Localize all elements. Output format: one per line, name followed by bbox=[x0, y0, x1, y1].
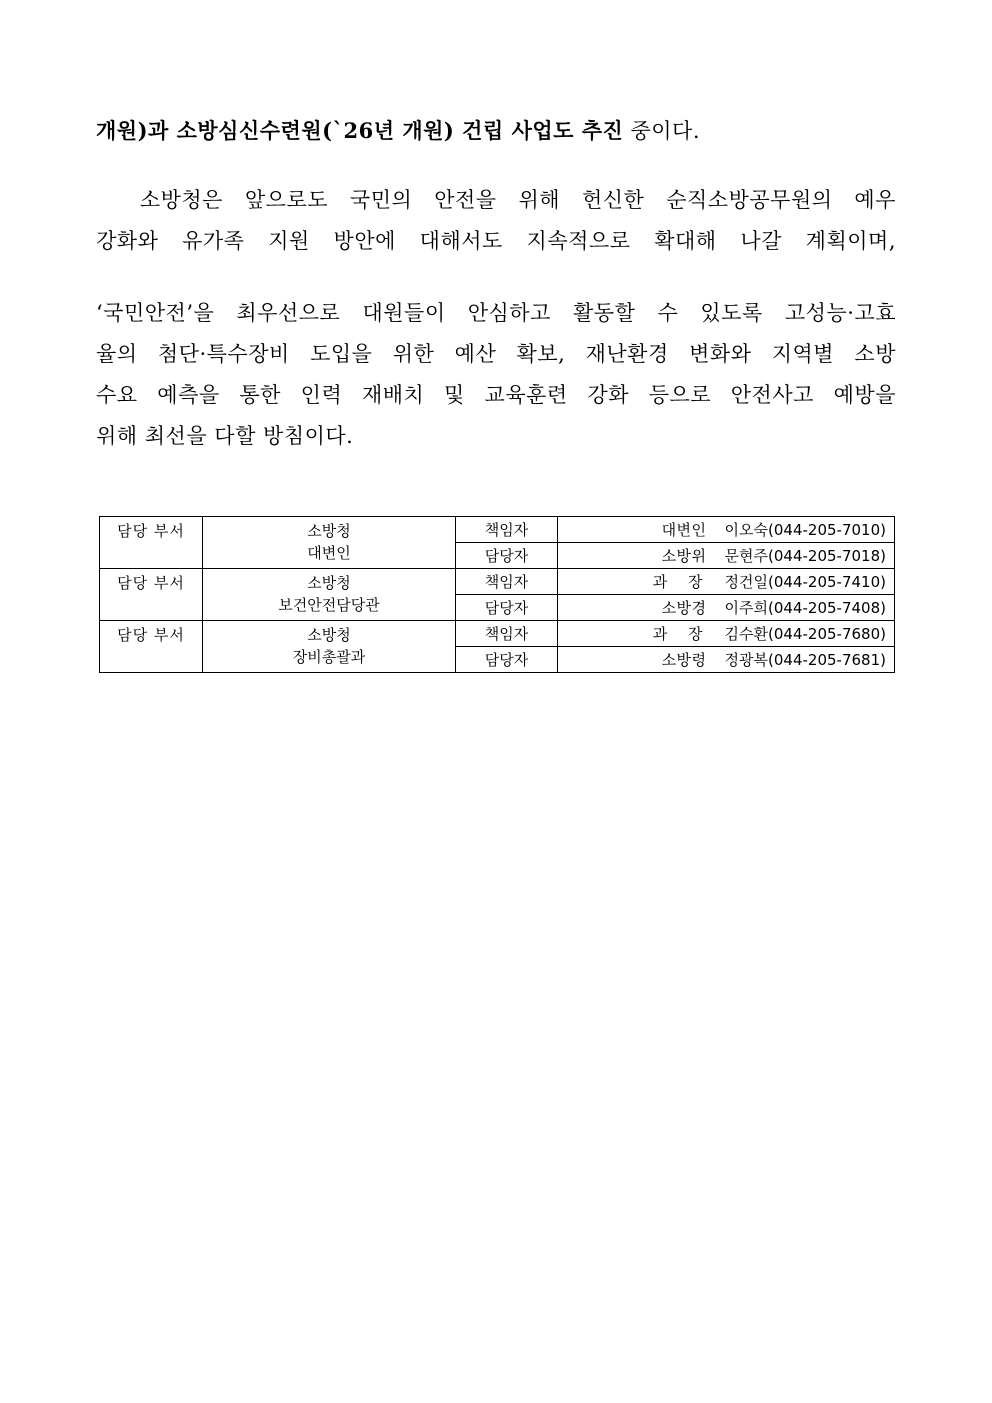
person-cell bbox=[558, 595, 895, 621]
dept-unit: 보건안전담당관 bbox=[278, 596, 380, 614]
paragraph-line: 율의 첨단·특수장비 도입을 위한 예산 확보, 재난환경 변화와 지역별 소방 bbox=[96, 342, 896, 366]
paragraph-project-status bbox=[96, 110, 896, 152]
table-row bbox=[100, 517, 895, 543]
person-rank: 소방경 bbox=[661, 599, 707, 617]
paragraph-line: 강화와 유가족 지원 방안에 대해서도 지속적으로 확대해 나갈 계획이며, bbox=[96, 229, 896, 253]
role-cell: 책임자 bbox=[456, 569, 558, 595]
person-phone: (044-205-7010) bbox=[768, 521, 886, 539]
person-phone: (044-205-7681) bbox=[768, 651, 886, 669]
role-cell: 책임자 bbox=[456, 517, 558, 543]
person-name: 문현주 bbox=[724, 547, 769, 565]
paragraph-line: ‘국민안전’을 최우선으로 대원들이 안심하고 활동할 수 있도록 고성능·고효 bbox=[96, 301, 896, 325]
person-rank: 대변인 bbox=[661, 521, 707, 539]
person-name: 이주희 bbox=[724, 599, 769, 617]
dept-name-cell bbox=[203, 517, 456, 569]
dept-label-cell: 담당 부서 bbox=[100, 517, 203, 569]
dept-org: 소방청 bbox=[307, 522, 351, 540]
dept-name-cell bbox=[203, 569, 456, 621]
dept-unit: 대변인 bbox=[307, 544, 351, 562]
dept-org: 소방청 bbox=[307, 626, 351, 644]
role-cell: 담당자 bbox=[456, 595, 558, 621]
person-name: 김수환 bbox=[724, 625, 769, 643]
paragraph-tail-text: 중이다. bbox=[623, 119, 701, 143]
person-rank: 과 장 bbox=[652, 625, 711, 643]
contact-table bbox=[99, 516, 895, 673]
paragraph-bold-text: 개원)과 소방심신수련원(`26년 개원) 건립 사업도 추진 bbox=[96, 118, 624, 143]
person-phone: (044-205-7680) bbox=[768, 625, 886, 643]
paragraph-safety-policy bbox=[96, 293, 896, 457]
person-phone: (044-205-7410) bbox=[768, 573, 886, 591]
person-cell bbox=[558, 543, 895, 569]
dept-name-cell bbox=[203, 621, 456, 673]
person-cell bbox=[558, 621, 895, 647]
paragraph-line: 위해 최선을 다할 방침이다. bbox=[96, 424, 354, 448]
person-name: 정건일 bbox=[724, 573, 769, 591]
person-name: 정광복 bbox=[724, 651, 769, 669]
table-row bbox=[100, 621, 895, 647]
person-rank: 과 장 bbox=[652, 573, 711, 591]
paragraph-line: 소방청은 앞으로도 국민의 안전을 위해 헌신한 순직소방공무원의 예우 bbox=[96, 188, 896, 212]
dept-org: 소방청 bbox=[307, 574, 351, 592]
person-cell bbox=[558, 517, 895, 543]
paragraph-line: 수요 예측을 통한 인력 재배치 및 교육훈련 강화 등으로 안전사고 예방을 bbox=[96, 383, 896, 407]
person-name: 이오숙 bbox=[724, 521, 769, 539]
table-row bbox=[100, 569, 895, 595]
role-cell: 담당자 bbox=[456, 647, 558, 673]
person-cell bbox=[558, 647, 895, 673]
role-cell: 담당자 bbox=[456, 543, 558, 569]
paragraph-honor-plan bbox=[96, 180, 896, 262]
person-rank: 소방위 bbox=[661, 547, 707, 565]
dept-unit: 장비총괄과 bbox=[292, 648, 366, 666]
dept-label-cell: 담당 부서 bbox=[100, 621, 203, 673]
person-rank: 소방령 bbox=[661, 651, 707, 669]
person-phone: (044-205-7408) bbox=[768, 599, 886, 617]
person-phone: (044-205-7018) bbox=[768, 547, 886, 565]
dept-label-cell: 담당 부서 bbox=[100, 569, 203, 621]
role-cell: 책임자 bbox=[456, 621, 558, 647]
person-cell bbox=[558, 569, 895, 595]
